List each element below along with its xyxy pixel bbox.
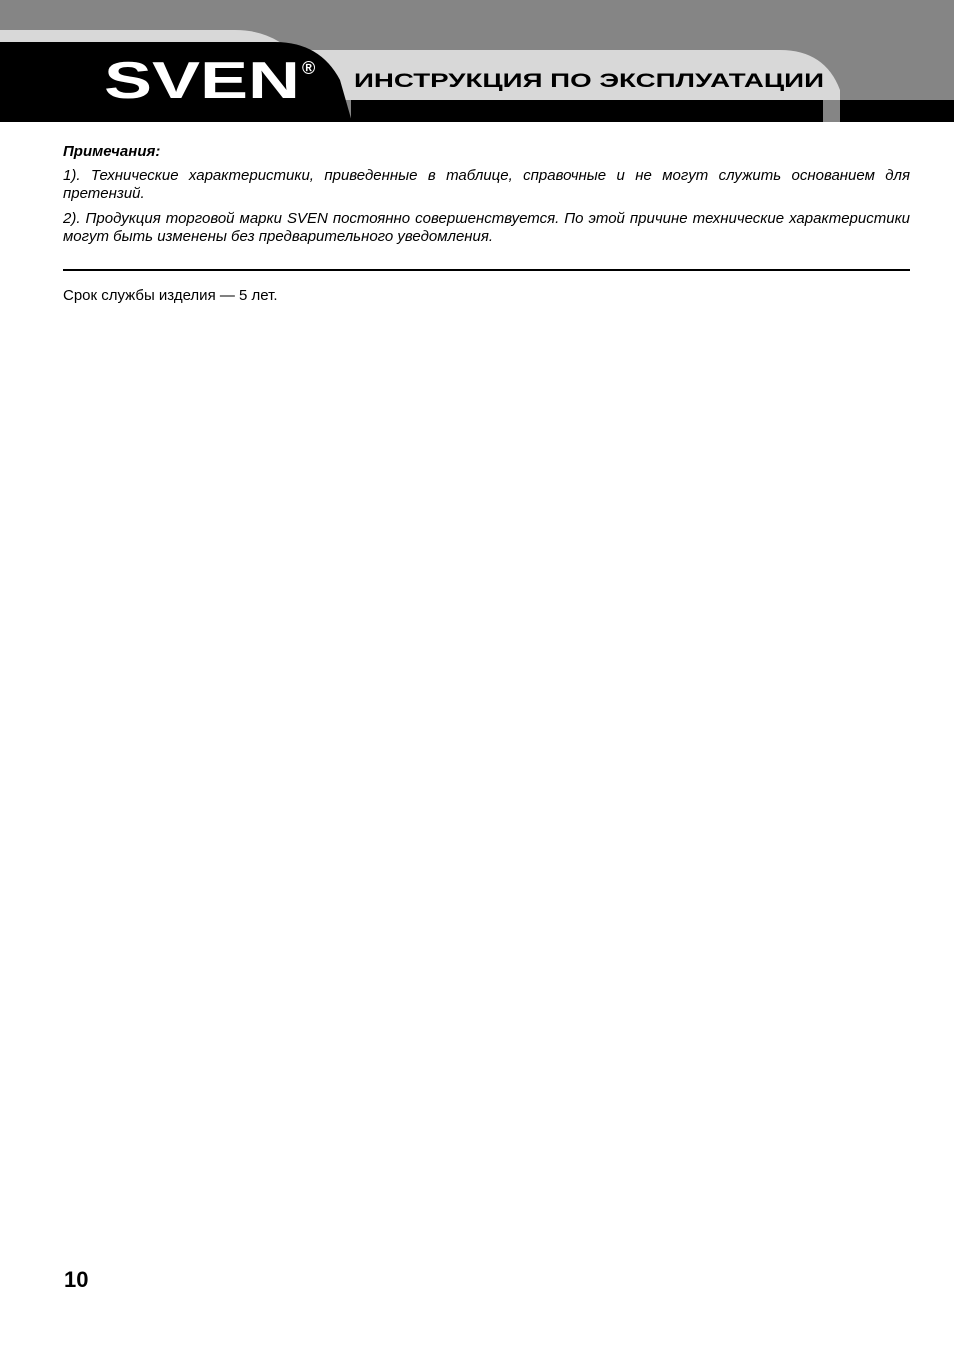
header-black-strip (351, 100, 823, 122)
page-number: 10 (64, 1267, 89, 1292)
service-life-text: Срок службы изделия — 5 лет. (63, 287, 278, 304)
header-banner (0, 0, 954, 122)
registered-mark: ® (302, 58, 316, 78)
page-header (0, 0, 954, 122)
notes-section (63, 143, 910, 253)
note-item-2: 2). Продукция торговой марки SVEN постоянно совершенствуется. По этой причине технические характеристики могут быть изменены без предварительного уведомления. (63, 210, 910, 245)
notes-heading: Примечания: (63, 143, 161, 160)
header-black-right (840, 100, 954, 122)
section-divider (63, 269, 910, 271)
manual-title: ИНСТРУКЦИЯ ПО ЭКСПЛУАТАЦИИ (354, 71, 824, 92)
note-item-1: 1). Технические характеристики, приведенные в таблице, справочные и не могут служить основанием для претензий. (63, 167, 910, 202)
sven-logo: SVEN (104, 52, 300, 110)
header-notch-right (823, 100, 840, 122)
